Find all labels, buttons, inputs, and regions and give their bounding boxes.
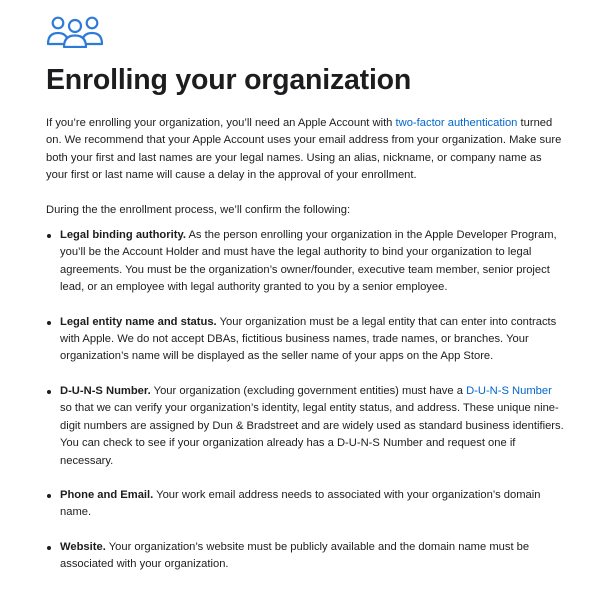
list-item-legal-entity-name [46, 314, 566, 366]
item-text: Your organization must be a legal entity that can enter into contracts with Apple. We do not accept DBAs, fictitious business names, trade names, or branches. Your organization’s name will be displayed as the seller name of your apps on the App Store. [60, 315, 557, 363]
item-heading: Phone and Email. [60, 488, 154, 501]
item-heading: Legal binding authority. [60, 229, 186, 242]
people-group-icon [46, 14, 104, 48]
item-text: Your work email address needs to associated with your organization’s domain name. [60, 488, 541, 519]
article [46, 14, 566, 591]
requirements-list [46, 227, 566, 574]
item-heading: Website. [60, 540, 106, 553]
item-heading: D-U-N-S Number. [60, 384, 151, 397]
item-text-1: Your organization (excluding government entities) must have a [150, 384, 467, 397]
list-item-website [46, 539, 566, 574]
intro-text-2: turned on. We recommend that your Apple Account uses your email address from your organization. Make sure both your first and last names are your legal names. Using an alias, nickname, or company name as your first or last name will cause a delay in the approval of your enrollment. [46, 117, 562, 182]
item-heading: Legal entity name and status. [60, 315, 217, 328]
item-text: As the person enrolling your organization in the Apple Developer Program, you’ll be the Account Holder and must have the legal authority to bind your organization to legal agreements. You must be the organization’s owner/founder, executive team member, senior project lead, or an employee with legal authority granted to you by a senior employee. [60, 229, 557, 294]
duns-number-link[interactable]: D-U-N-S Number [466, 384, 552, 397]
list-item-legal-binding-authority [46, 227, 566, 297]
during-paragraph: During the the enrollment process, we’ll confirm the following: [46, 203, 351, 216]
list-item-phone-email [46, 487, 566, 522]
item-text: Your organization’s website must be publicly available and the domain name must be associated with your organization. [60, 540, 530, 571]
page-title: Enrolling your organization [46, 64, 412, 96]
two-factor-authentication-link[interactable]: two-factor authentication [395, 117, 518, 129]
list-item-duns-number [46, 383, 566, 470]
intro-text-1: If you’re enrolling your organization, you’ll need an Apple Account with [46, 117, 396, 129]
item-text-2: so that we can verify your organization’s identity, legal entity status, and address. These unique nine-digit numbers are assigned by Dun & Bradstreet and are widely used as standard business identifiers. You can check to see if your organization already has a D-U-N-S Number and request one if necessary. [60, 402, 564, 467]
intro-paragraph [46, 115, 566, 185]
